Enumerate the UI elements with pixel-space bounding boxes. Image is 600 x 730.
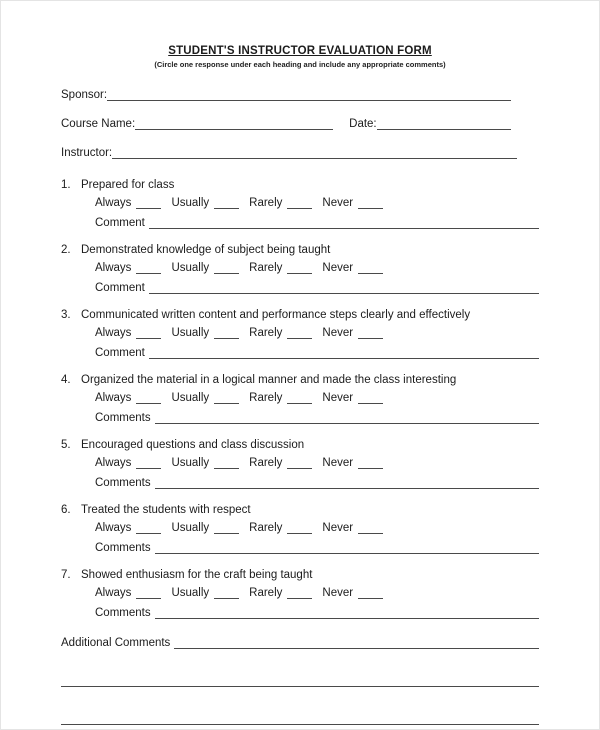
rating-blank-never[interactable] (358, 520, 383, 534)
question-heading (61, 569, 539, 581)
question-item (61, 244, 539, 294)
question-heading (61, 374, 539, 386)
question-number: 7. (61, 569, 71, 581)
rating-option-rarely[interactable]: Rarely (249, 457, 283, 469)
comment-row (61, 410, 539, 424)
comment-input-line[interactable] (149, 345, 539, 359)
rating-blank-always[interactable] (136, 195, 161, 209)
rating-blank-always[interactable] (136, 390, 161, 404)
rating-option-rarely[interactable]: Rarely (249, 262, 283, 274)
rating-blank-usually[interactable] (214, 325, 239, 339)
rating-options-row (61, 585, 539, 599)
rating-option-never[interactable]: Never (322, 457, 354, 469)
question-text: Communicated written content and performance steps clearly and effectively (81, 309, 471, 321)
course-date-row (61, 116, 539, 130)
rating-blank-usually[interactable] (214, 585, 239, 599)
question-number: 5. (61, 439, 71, 451)
rating-option-usually[interactable]: Usually (171, 522, 210, 534)
question-item (61, 309, 539, 359)
rating-option-always[interactable]: Always (95, 327, 132, 339)
rating-blank-rarely[interactable] (287, 195, 312, 209)
rating-options-row (61, 390, 539, 404)
rating-blank-rarely[interactable] (287, 520, 312, 534)
sponsor-input-line[interactable] (107, 87, 511, 101)
question-text: Showed enthusiasm for the craft being taught (81, 569, 313, 581)
rating-option-never[interactable]: Never (322, 327, 354, 339)
rating-option-usually[interactable]: Usually (171, 327, 210, 339)
sponsor-row (61, 87, 539, 101)
question-heading (61, 179, 539, 191)
comment-label: Comments (95, 477, 151, 489)
rating-option-never[interactable]: Never (322, 262, 354, 274)
rating-options-row (61, 325, 539, 339)
course-name-label: Course Name: (61, 118, 136, 130)
question-text: Encouraged questions and class discussion (81, 439, 305, 451)
rating-blank-always[interactable] (136, 520, 161, 534)
extra-comment-line-1[interactable] (61, 673, 539, 687)
sponsor-label: Sponsor: (61, 89, 108, 101)
rating-option-always[interactable]: Always (95, 392, 132, 404)
rating-option-usually[interactable]: Usually (171, 262, 210, 274)
comment-label: Comments (95, 607, 151, 619)
comment-input-line[interactable] (155, 410, 539, 424)
rating-options-row (61, 195, 539, 209)
question-heading (61, 439, 539, 451)
comment-row (61, 540, 539, 554)
rating-blank-rarely[interactable] (287, 585, 312, 599)
comment-input-line[interactable] (149, 280, 539, 294)
comment-row (61, 605, 539, 619)
rating-options-row (61, 260, 539, 274)
rating-option-never[interactable]: Never (322, 587, 354, 599)
question-item (61, 439, 539, 489)
questions-section (61, 179, 539, 619)
comment-label: Comment (95, 347, 145, 359)
rating-options-row (61, 455, 539, 469)
rating-option-always[interactable]: Always (95, 587, 132, 599)
question-item (61, 179, 539, 229)
rating-blank-never[interactable] (358, 585, 383, 599)
comment-label: Comment (95, 282, 145, 294)
question-text: Treated the students with respect (81, 504, 251, 516)
comment-input-line[interactable] (155, 540, 539, 554)
rating-option-rarely[interactable]: Rarely (249, 522, 283, 534)
rating-option-never[interactable]: Never (322, 197, 354, 209)
rating-blank-usually[interactable] (214, 195, 239, 209)
additional-comments-row (61, 635, 539, 649)
rating-option-usually[interactable]: Usually (171, 587, 210, 599)
rating-blank-usually[interactable] (214, 520, 239, 534)
rating-option-rarely[interactable]: Rarely (249, 197, 283, 209)
form-title: STUDENT'S INSTRUCTOR EVALUATION FORM (168, 45, 432, 57)
rating-blank-usually[interactable] (214, 455, 239, 469)
comment-input-line[interactable] (155, 605, 539, 619)
rating-blank-never[interactable] (358, 195, 383, 209)
comment-input-line[interactable] (149, 215, 539, 229)
rating-blank-always[interactable] (136, 325, 161, 339)
instructor-input-line[interactable] (112, 145, 517, 159)
comment-row (61, 215, 539, 229)
rating-option-usually[interactable]: Usually (171, 197, 210, 209)
rating-option-rarely[interactable]: Rarely (249, 587, 283, 599)
rating-blank-never[interactable] (358, 325, 383, 339)
question-text: Demonstrated knowledge of subject being taught (81, 244, 331, 256)
question-number: 3. (61, 309, 71, 321)
comment-row (61, 345, 539, 359)
date-input-line[interactable] (377, 116, 511, 130)
rating-blank-never[interactable] (358, 390, 383, 404)
rating-option-rarely[interactable]: Rarely (249, 392, 283, 404)
question-text: Organized the material in a logical manner and made the class interesting (81, 374, 457, 386)
extra-comment-line-2[interactable] (61, 711, 539, 725)
question-number: 6. (61, 504, 71, 516)
rating-option-always[interactable]: Always (95, 262, 132, 274)
comment-row (61, 475, 539, 489)
rating-option-never[interactable]: Never (322, 392, 354, 404)
rating-option-always[interactable]: Always (95, 457, 132, 469)
rating-blank-always[interactable] (136, 585, 161, 599)
question-text: Prepared for class (81, 179, 175, 191)
question-number: 4. (61, 374, 71, 386)
rating-option-never[interactable]: Never (322, 522, 354, 534)
comment-label: Comments (95, 412, 151, 424)
rating-option-always[interactable]: Always (95, 522, 132, 534)
comment-label: Comment (95, 217, 145, 229)
form-subtitle: (Circle one response under each heading and include any appropriate comments) (154, 60, 446, 69)
rating-blank-rarely[interactable] (287, 455, 312, 469)
rating-blank-never[interactable] (358, 260, 383, 274)
date-label: Date: (349, 118, 377, 130)
rating-blank-always[interactable] (136, 260, 161, 274)
rating-blank-rarely[interactable] (287, 325, 312, 339)
instructor-row (61, 145, 539, 159)
rating-option-rarely[interactable]: Rarely (249, 327, 283, 339)
rating-blank-rarely[interactable] (287, 260, 312, 274)
question-item (61, 374, 539, 424)
question-number: 1. (61, 179, 71, 191)
rating-blank-rarely[interactable] (287, 390, 312, 404)
rating-blank-never[interactable] (358, 455, 383, 469)
additional-comments-label: Additional Comments (61, 637, 171, 649)
question-number: 2. (61, 244, 71, 256)
rating-option-always[interactable]: Always (95, 197, 132, 209)
form-header (61, 45, 539, 69)
question-heading (61, 309, 539, 321)
rating-option-usually[interactable]: Usually (171, 457, 210, 469)
rating-blank-always[interactable] (136, 455, 161, 469)
rating-blank-usually[interactable] (214, 260, 239, 274)
comment-label: Comments (95, 542, 151, 554)
comment-input-line[interactable] (155, 475, 539, 489)
rating-blank-usually[interactable] (214, 390, 239, 404)
course-name-input-line[interactable] (135, 116, 333, 130)
question-item (61, 569, 539, 619)
instructor-label: Instructor: (61, 147, 113, 159)
rating-options-row (61, 520, 539, 534)
question-heading (61, 504, 539, 516)
comment-row (61, 280, 539, 294)
question-item (61, 504, 539, 554)
rating-option-usually[interactable]: Usually (171, 392, 210, 404)
question-heading (61, 244, 539, 256)
additional-comments-input-line[interactable] (174, 635, 539, 649)
